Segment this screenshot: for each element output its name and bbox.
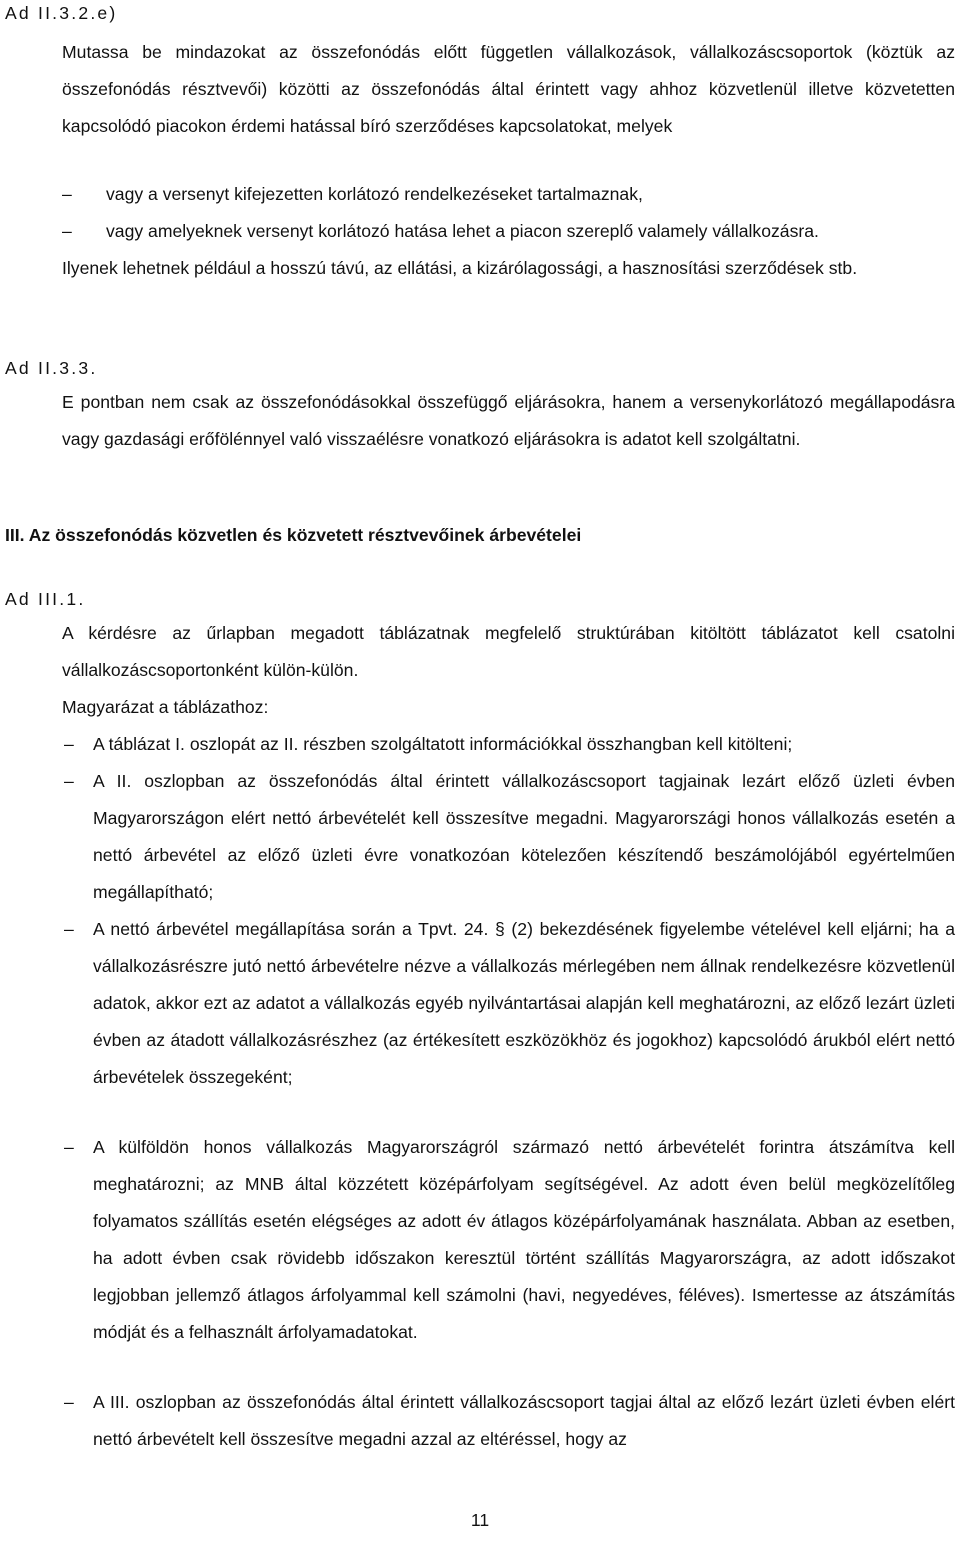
list-item <box>62 763 955 911</box>
section-label-ad-2-3-2-e: Ad II.3.2.e) <box>5 3 118 23</box>
list-item-text: A III. oszlopban az összefonódás által érintett vállalkozáscsoport tagjai által az előző lezárt üzleti évben elért nettó árbevételt kell összesítve megadni azzal az eltéréssel, hogy az <box>93 1392 955 1449</box>
list-item-text: vagy a versenyt kifejezetten korlátozó rendelkezéseket tartalmaznak, <box>106 184 643 204</box>
list-item <box>62 213 955 250</box>
section-label-ad-2-3-3: Ad II.3.3. <box>5 358 98 378</box>
dash-bullet-icon: – <box>64 734 74 754</box>
list-item <box>62 1129 955 1350</box>
list-item <box>62 176 955 213</box>
list-item <box>62 1384 955 1458</box>
page-number: 11 <box>470 1510 490 1530</box>
dash-bullet-icon: – <box>64 1137 74 1157</box>
section-label-ad-3-1: Ad III.1. <box>5 589 86 609</box>
list-item-text: A külföldön honos vállalkozás Magyarországról származó nettó árbevételét forintra átszámítva kell meghatározni; az MNB által közzétett középárfolyam segítségével. Az adott éven belül megközelítőleg folyamatos szállítás esetén elégséges az adott év átlagos középárfolyamának használata. Abban az esetben, ha adott évben csak rövidebb időszakon keresztül történt szállítás Magyarországra, az adott időszakot legjobban jellemző átlagos árfolyammal kell számolni (havi, negyedéves, féléves). Ismertesse az átszámítás módját és a felhasznált árfolyamadatokat. <box>93 1137 955 1342</box>
paragraph-3-1: A kérdésre az űrlapban megadott táblázatnak megfelelő struktúrában kitöltött táblázatot kell csatolni vállalkozáscsoportonként külön-külön. <box>62 623 955 680</box>
explain-label: Magyarázat a táblázathoz: <box>62 697 269 717</box>
list-item-text: A táblázat I. oszlopát az II. részben szolgáltatott információkkal összhangban kell kitölteni; <box>93 734 793 754</box>
dash-bullet-icon: – <box>64 1392 74 1412</box>
list-item-text: A nettó árbevétel megállapítása során a Tpvt. 24. § (2) bekezdésének figyelembe vételével kell eljárni; ha a vállalkozásrészre jutó nettó árbevételre nézve a vállalkozás mérlegében nem állnak rendelkezésre közvetlenül adatok, akkor ezt az adatot a vállalkozás egyéb nyilvántartásai alapján kell meghatározni, az előző lezárt üzleti évben az átadott vállalkozásrészhez (az értékesített eszközökhöz és jogokhoz) kapcsolódó árukból elért nettó árbevételek összegeként; <box>93 919 955 1087</box>
paragraph-outro-2-3-2-e: Ilyenek lehetnek például a hosszú távú, az ellátási, a kizárólagossági, a hasznosítási szerződések stb. <box>62 258 858 278</box>
dash-bullet-icon: – <box>62 184 72 204</box>
chapter-heading-3: III. Az összefonódás közvetlen és közvetett résztvevőinek árbevételei <box>5 525 582 545</box>
paragraph-intro-2-3-2-e: Mutassa be mindazokat az összefonódás előtt független vállalkozások, vállalkozáscsoportok (köztük az összefonódás résztvevői) közötti az összefonódás által érintett vagy ahhoz közvetlenül illetve közvetetten kapcsolódó piacokon érdemi hatással bíró szerződéses kapcsolatokat, melyek <box>62 42 955 136</box>
dash-bullet-icon: – <box>64 919 74 939</box>
dash-bullet-icon: – <box>64 771 74 791</box>
list-item <box>62 726 955 763</box>
list-item-text: vagy amelyeknek versenyt korlátozó hatása lehet a piacon szereplő valamely vállalkozásra. <box>106 221 819 241</box>
list-item-text: A II. oszlopban az összefonódás által érintett vállalkozáscsoport tagjainak lezárt előző üzleti évben Magyarországon elért nettó árbevételét kell összesítve megadni. Magyarországi honos vállalkozás esetén a nettó árbevétel az előző üzleti évre vonatkozóan kötelezően készítendő beszámolójából egyértelműen megállapítható; <box>93 771 955 902</box>
paragraph-2-3-3: E pontban nem csak az összefonódásokkal összefüggő eljárásokra, hanem a versenykorlátozó megállapodásra vagy gazdasági erőfölénnyel való visszaélésre vonatkozó eljárásokra is adatot kell szolgáltatni. <box>62 392 955 449</box>
dash-bullet-icon: – <box>62 221 72 241</box>
list-item <box>62 911 955 1096</box>
